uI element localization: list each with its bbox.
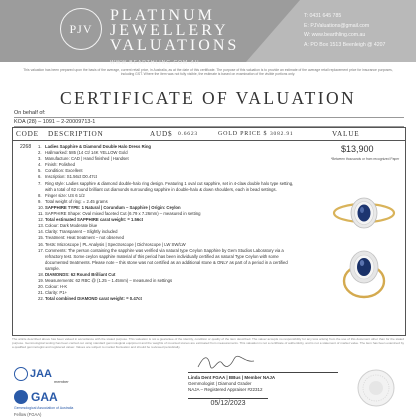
description-line-number: 16.: [38, 241, 44, 247]
header-description: DESCRIPTION: [48, 130, 104, 138]
description-line-number: 18.: [38, 271, 44, 277]
description-line-number: 6.: [38, 174, 42, 180]
valuation-disclaimer: This valuation has been prepared upon the basis of the average, current retail price, in Australia, as at the date of this certificate. The purpose of this valuation is to provide an estimate of the average retail replacement price for insurance purposes, including GST. Where the item was not fully visible, the estimate is based on examination of the visible portions only.: [23, 68, 393, 77]
jaa-logo-icon: [14, 367, 28, 381]
description-line-number: 7.: [38, 180, 42, 186]
signer-title-1: Gemmologist | Diamond Grader: [188, 381, 252, 386]
description-line-text: SAPPHIRE Shape: Oval mixed faceted Cut (6.79 x 7.26mm) – measured in setting: [45, 211, 201, 217]
description-line-number: 14.: [38, 229, 44, 235]
description-line-number: 2.: [38, 150, 42, 156]
brand-line-2: JEWELLERY: [110, 22, 229, 39]
contact-address: A: PO Box 1513 Beenleigh @ 4207: [304, 41, 386, 48]
description-line-number: 21.: [38, 290, 44, 296]
signer-title-2: NAJA – Registered Appraiser #22312: [188, 387, 263, 392]
jaa-logo-text: JAA: [30, 368, 53, 380]
description-line-text: Manufacture: CAD | Hand finished | Handset: [45, 156, 129, 162]
header-aud-rate: 0.6623: [178, 131, 198, 137]
description-line-text: Clarity: P1+: [45, 290, 68, 296]
header-aud: AUD$: [150, 130, 173, 138]
certificate-date: 05/12/2023: [188, 398, 268, 407]
gaa-logo-icon: [14, 390, 28, 404]
description-line-text: Inscription: S1.56ct D0.47ct: [45, 174, 97, 180]
description-line: [38, 296, 302, 302]
item-value: $13,900: [341, 144, 374, 154]
description-line-text: Condition: Excellent: [45, 168, 83, 174]
description-line-number: 11.: [38, 211, 44, 217]
signature-block: [188, 362, 338, 407]
description-line-number: 3.: [38, 156, 42, 162]
contact-phone: T: 0431 645 785: [304, 13, 342, 19]
gaa-logo: [14, 388, 84, 406]
ring-photo-angle: [335, 245, 393, 303]
description-line-text: Total estimated SAPPHIRE carat weight: = 1.56ct: [45, 217, 144, 223]
description-line: [38, 181, 302, 193]
certificate-title: CERTIFICATE OF VALUATION: [59, 88, 357, 108]
fellow-label: Fellow (FGAA): [14, 412, 42, 417]
description-line-number: 4.: [38, 162, 42, 168]
description-line-number: 9.: [38, 198, 42, 204]
description-line-number: 1.: [38, 144, 42, 149]
contact-email[interactable]: E: PJValuations@gmail.com: [304, 22, 370, 29]
description-line-number: 8.: [38, 192, 42, 198]
header-gold: GOLD PRICE $: [218, 131, 268, 137]
brand-line-1: PLATINUM: [110, 7, 215, 24]
header-band: [0, 0, 416, 66]
description-line-number: 19.: [38, 278, 44, 284]
description-line-text: Ladies Sapphire & Diamond Double Halo Dress Ring: [45, 144, 152, 149]
contact-website[interactable]: W: www.bearthling.com.au: [304, 32, 366, 38]
description-line-text: Colour: Dark Moderate blue: [45, 223, 98, 229]
embossed-seal-icon: [356, 368, 396, 408]
description-line-text: Finish: Polished: [45, 162, 76, 168]
description-line-number: 12.: [38, 217, 44, 223]
description-line: [38, 248, 302, 272]
description-line-text: Clarity: Transparent – Slightly included: [45, 229, 118, 235]
description-line-number: 15.: [38, 235, 44, 241]
item-description-list: [38, 144, 302, 302]
description-line-text: Tests: Microscope | PL Analysis | Spectroscope | Dichroscope | LW SW/LW: [45, 241, 186, 247]
brand-line-3: VALUATIONS: [110, 37, 240, 54]
ring-photo-top: [331, 191, 397, 235]
valuation-table-body: [12, 139, 406, 336]
description-line-text: Measurements: 62 RBC @ (1.25 – 1.45mm) – measured in settings: [45, 278, 173, 284]
description-line-text: Total weight of ring: = 2.45 grams: [45, 198, 108, 204]
description-line-number: 22.: [38, 296, 44, 302]
jaa-member-label: member: [54, 379, 69, 384]
description-line-text: Hallmarked: 585 (14 Ct/ 14K YELLOW Gold: [45, 150, 128, 156]
signature-scribble: [196, 353, 256, 371]
description-line-number: 17.: [38, 247, 44, 253]
description-line-text: Treatment: Heat treatment – not observed: [45, 235, 124, 241]
item-value-note: *Between thousands or from recognized Paper: [330, 157, 400, 161]
header-gold-price: 3082.91: [270, 131, 294, 137]
description-line-number: 10.: [38, 204, 44, 210]
header-code: CODE: [16, 130, 39, 138]
brand-logo-initials: PJV: [69, 21, 93, 36]
item-code: 2268: [20, 144, 32, 150]
brand-name: [110, 8, 239, 71]
terms-small-print: The article described above has been valued in accordance with the stated purpose. This valuation is not a guarantee of the identity, condition or quality of the item described. The valuer accepts no responsibility for any loss arising from the use of this document other than for the stated purpose. Gemmological testing has been carried out using standard gemmological equipment and the weights of mounted stones are estimated from measurements. This valuation is not a certificate of authenticity, and is not a statement of market value. The item has been examined by a qualified gemmologist and registered valuer. Values are subject to market fluctuation and should be reviewed periodically.: [12, 337, 404, 349]
brand-logo: [60, 8, 102, 50]
gaa-full-name: Gemmological Association of Australia: [14, 406, 74, 410]
description-line-number: 5.: [38, 168, 42, 174]
association-logos: [14, 366, 84, 417]
header-value: VALUE: [332, 130, 360, 138]
brand-tagline: WWW.BEARTHLING.COM.AU: [110, 60, 200, 66]
signer-name: Linda Dent FGAA | BBus | Member NAJA: [188, 372, 338, 381]
gaa-logo-text: GAA: [31, 390, 58, 404]
description-line-text: Total combined DIAMOND carat weight: = 0.47ct: [45, 296, 142, 302]
on-behalf-of: [14, 109, 404, 127]
description-line-text: DIAMONDS: 62 Round Brilliant Cut: [45, 271, 116, 277]
on-behalf-of-reference: KOA (28) – 1091 – 2-20009713-1: [14, 118, 404, 127]
description-line-text: SAPPHIRE TYPE: 1 Natural | Corundum – Sapphire | Origin: Ceylon: [45, 204, 181, 210]
description-line-number: 13.: [38, 223, 44, 229]
description-line-text: Finger size: US 6 1/2: [45, 192, 85, 198]
contact-block: [304, 12, 414, 50]
description-line-text: Ring style: Ladies sapphire & diamond double-halo ring design. Featuring 1 oval cut sapphire, set in 4-claw double halo type setting, with a total of 62 round brilliant cut diamonds surrounding sapphire in double-halo & down shoulders, each in bead settings.: [45, 180, 294, 192]
description-line-text: Colour: H-K: [45, 284, 68, 290]
on-behalf-of-label: On behalf of:: [14, 109, 404, 118]
description-line-text: Comments: The person containing the sapphire was verified via natural type Ceylon Sapphire by Gem Studios Laboratory via a refractory test. Some ceylon sapphire material of this period has been individually certified as natural Type Ceylon with some documented treatments. Please note – this stone was not certified as an additional stone & ONLY as part of a period in a certified sample.: [45, 247, 288, 271]
description-line-number: 20.: [38, 284, 44, 290]
